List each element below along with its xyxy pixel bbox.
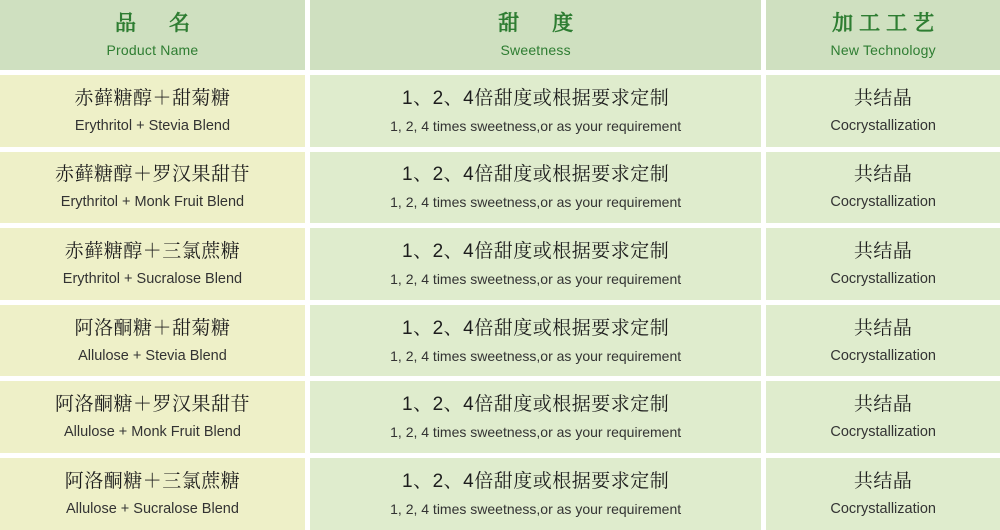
column-header-technology-cn: 加工工艺 (832, 11, 941, 35)
product-name-en: Erythritol + Monk Fruit Blend (60, 194, 245, 211)
sweetness-en: 1, 2, 4 times sweetness,or as your requirement (390, 270, 682, 287)
sweetness-cn: 1、2、4倍甜度或根据要求定制 (402, 470, 670, 492)
technology-cn: 共结晶 (853, 240, 913, 262)
sweetness-en: 1, 2, 4 times sweetness,or as your requirement (390, 117, 682, 134)
technology-cn: 共结晶 (853, 87, 913, 109)
column-header-sweetness (310, 0, 761, 70)
sweetness-en: 1, 2, 4 times sweetness,or as your requirement (390, 424, 682, 441)
product-name-cn: 赤藓糖醇＋罗汉果甜苷 (54, 164, 250, 186)
cell-sweetness (310, 228, 761, 300)
cell-product-name (0, 381, 305, 453)
technology-cn: 共结晶 (853, 394, 913, 416)
technology-cn: 共结晶 (853, 470, 913, 492)
column-header-sweetness-en: Sweetness (500, 41, 571, 58)
sweetness-cn: 1、2、4倍甜度或根据要求定制 (402, 317, 670, 339)
product-name-en: Allulose + Stevia Blend (78, 347, 227, 364)
table-row (0, 75, 1000, 147)
sweetness-en: 1, 2, 4 times sweetness,or as your requirement (390, 347, 682, 364)
cell-technology (766, 305, 1000, 377)
technology-en: Cocrystallization (830, 347, 936, 364)
cell-technology (766, 75, 1000, 147)
product-name-cn: 赤藓糖醇＋三氯蔗糖 (64, 240, 241, 262)
table-row (0, 305, 1000, 377)
column-header-sweetness-cn: 甜 度 (498, 11, 580, 35)
product-name-cn: 阿洛酮糖＋甜菊糖 (74, 317, 231, 339)
technology-cn: 共结晶 (853, 164, 913, 186)
cell-sweetness (310, 458, 761, 530)
sweetness-cn: 1、2、4倍甜度或根据要求定制 (402, 87, 670, 109)
cell-sweetness (310, 381, 761, 453)
table-row (0, 228, 1000, 300)
cell-sweetness (310, 152, 761, 224)
cell-technology (766, 458, 1000, 530)
table-row (0, 458, 1000, 530)
cell-product-name (0, 228, 305, 300)
table-header-row (0, 0, 1000, 70)
technology-cn: 共结晶 (853, 317, 913, 339)
product-name-cn: 阿洛酮糖＋三氯蔗糖 (64, 470, 241, 492)
table-row (0, 152, 1000, 224)
product-name-cn: 阿洛酮糖＋罗汉果甜苷 (54, 394, 250, 416)
cell-sweetness (310, 75, 761, 147)
column-header-product-name (0, 0, 305, 70)
cell-technology (766, 152, 1000, 224)
product-name-en: Allulose + Monk Fruit Blend (64, 424, 241, 441)
sweetness-cn: 1、2、4倍甜度或根据要求定制 (402, 394, 670, 416)
product-name-en: Erythritol + Stevia Blend (74, 117, 231, 134)
technology-en: Cocrystallization (830, 270, 936, 287)
product-name-cn: 赤藓糖醇＋甜菊糖 (74, 87, 231, 109)
technology-en: Cocrystallization (830, 424, 936, 441)
sweetness-cn: 1、2、4倍甜度或根据要求定制 (402, 240, 670, 262)
cell-product-name (0, 152, 305, 224)
cell-technology (766, 381, 1000, 453)
table-row (0, 381, 1000, 453)
cell-product-name (0, 458, 305, 530)
cell-sweetness (310, 305, 761, 377)
cell-product-name (0, 305, 305, 377)
sweetness-en: 1, 2, 4 times sweetness,or as your requirement (390, 500, 682, 517)
cell-product-name (0, 75, 305, 147)
column-header-product-name-en: Product Name (106, 41, 199, 58)
sweetness-cn: 1、2、4倍甜度或根据要求定制 (402, 164, 670, 186)
technology-en: Cocrystallization (830, 500, 936, 517)
technology-en: Cocrystallization (830, 194, 936, 211)
column-header-technology-en: New Technology (830, 41, 936, 58)
product-name-en: Erythritol + Sucralose Blend (62, 270, 243, 287)
sweetness-en: 1, 2, 4 times sweetness,or as your requirement (390, 194, 682, 211)
technology-en: Cocrystallization (830, 117, 936, 134)
column-header-product-name-cn: 品 名 (114, 11, 196, 35)
column-header-technology (766, 0, 1000, 70)
product-name-en: Allulose + Sucralose Blend (66, 500, 239, 517)
cell-technology (766, 228, 1000, 300)
